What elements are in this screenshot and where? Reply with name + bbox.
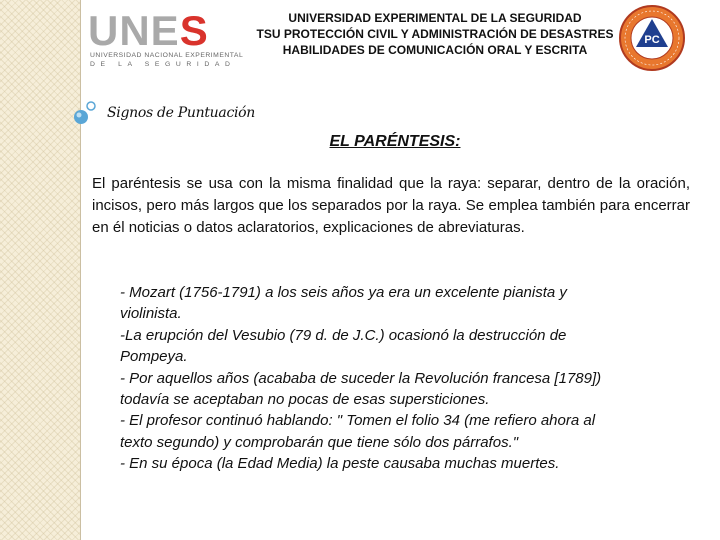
example-line: violinista. [120, 305, 182, 323]
logo-subtitle-line1: UNIVERSIDAD NACIONAL EXPERIMENTAL [90, 52, 244, 59]
example-line: - Por aquellos años (acababa de suceder la Revolución francesa [1789]) [120, 369, 602, 387]
header-line-1: UNIVERSIDAD EXPERIMENTAL DE LA SEGURIDAD [288, 11, 582, 25]
example-line: - En su época (la Edad Media) la peste causaba muchas muertes. [120, 455, 560, 473]
seal-center-text: PC [644, 34, 660, 46]
examples-list [120, 282, 702, 475]
logo-subtitle-line2: DE LA SEGURIDAD [90, 61, 236, 68]
decorative-side-strip [0, 0, 80, 540]
example-line: todavía se aceptaban no pocas de esas supersticiones. [120, 391, 490, 409]
unes-logo [88, 7, 244, 70]
example-line: -La erupción del Vesubio (79 d. de J.C.) ocasionó la destrucción de [120, 326, 567, 344]
logo-wordmark: UNES [88, 7, 209, 54]
example-line: - El profesor continuó hablando: " Tomen el folio 34 (me refiero ahora al [120, 412, 596, 430]
header-line-2: TSU PROTECCIÓN CIVIL Y ADMINISTRACIÓN DE DESASTRES [256, 27, 614, 41]
intro-paragraph: El paréntesis se usa con la misma finalidad que la raya: separar, dentro de la oración, incisos, pero más largos que los separados por la raya. Se emplea también para encerrar en él noticias o datos aclaratorios, explicaciones de abreviaturas. [92, 175, 690, 236]
proteccion-civil-seal-icon [618, 4, 686, 72]
example-line: - Mozart (1756-1791) a los seis años ya era un excelente pianista y [120, 284, 567, 301]
bullet-circles-icon [72, 100, 98, 126]
section-subtitle: Signos de Puntuación [107, 105, 256, 121]
document-header [250, 10, 620, 58]
header-line-3: HABILIDADES DE COMUNICACIÓN ORAL Y ESCRITA [282, 43, 588, 57]
page-title: EL PARÉNTESIS: [329, 133, 461, 150]
example-line: texto segundo) y comprobarán que tiene sólo dos párrafos." [120, 433, 519, 451]
side-strip-divider [80, 0, 81, 540]
example-line: Pompeya. [120, 348, 188, 366]
